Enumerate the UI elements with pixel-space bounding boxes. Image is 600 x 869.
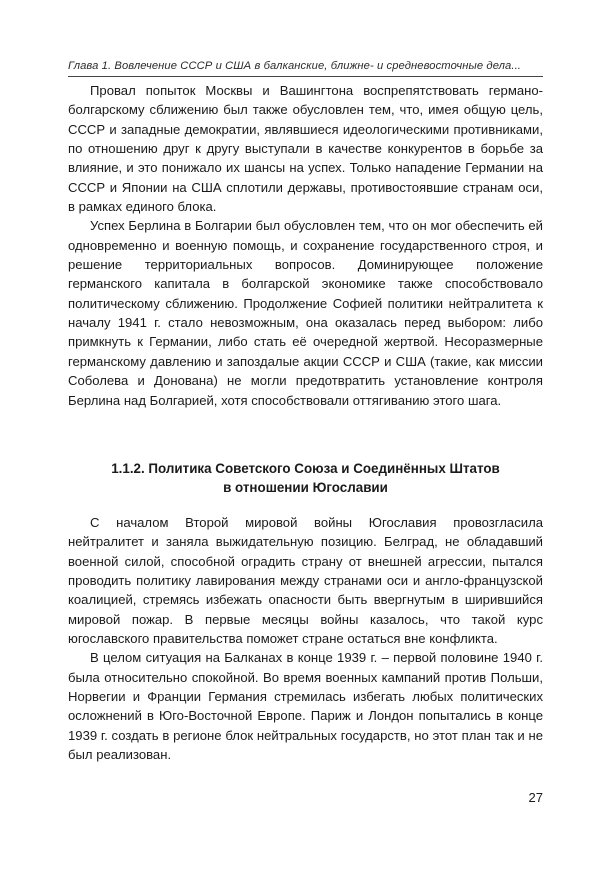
paragraph: Провал попыток Москвы и Вашингтона воспрепятствовать германо-болгарскому сближению был также обусловлен тем, что, имея общую цель, СССР и западные демократии, являвшиеся идеологическими противниками, по отношению друг к другу выступали в качестве конкурентов в борьбе за влияние, и это понижало их шансы на успех. Только нападение Германии на СССР и Японии на США сплотили державы, противостоявшие странам оси, в рамках единого блока. xyxy=(68,83,543,215)
text-block-upper xyxy=(68,81,543,410)
text-block-lower xyxy=(68,513,543,764)
section-heading-line-2: в отношении Югославии xyxy=(223,480,388,495)
page-number: 27 xyxy=(528,790,543,805)
paragraph: В целом ситуация на Балканах в конце 1939 г. – первой половине 1940 г. была относительно спокойной. Во время военных кампаний против Польши, Норвегии и Франции Германия стремилась избегать любых политических осложнений в Юго-Восточной Европе. Париж и Лондон попытались в конце 1939 г. создать в регионе блок нейтральных государств, но этот план так и не был реализован. xyxy=(68,650,543,763)
paragraph: Успех Берлина в Болгарии был обусловлен тем, что он мог обеспечить ей одновременно и военную помощь, и сохранение государственного строя, и решение территориальных вопросов. Доминирующее положение германского капитала в болгарской экономике также способствовало политическому сближению. Продолжение Софией политики нейтралитета к началу 1941 г. стало невозможным, она оказалась перед выбором: либо примкнуть к Германии, либо стать её очередной жертвой. Несоразмерные германскому давлению и запоздалые акции СССР и США (такие, как миссии Соболева и Донована) не могли предотвратить установление контроля Берлина над Болгарией, хотя способствовали оттягиванию этого шага. xyxy=(68,218,543,408)
running-header: Глава 1. Вовлечение СССР и США в балканские, ближне- и средневосточные дела... xyxy=(68,60,522,72)
header-rule xyxy=(68,76,543,77)
section-heading-line-1: 1.1.2. Политика Советского Союза и Соединённых Штатов xyxy=(111,461,500,476)
section-heading xyxy=(68,459,543,497)
paragraph: С началом Второй мировой войны Югославия провозгласила нейтралитет и заняла выжидательную позицию. Белград, не обладавший военной силой, способной оградить страну от внешней агрессии, пытался проводить политику лавирования между странами оси и англо-французской коалицией, стремясь избежать опасности быть ввергнутым в ширившийся мировой пожар. В первые месяцы войны казалось, что такой курс югославского правительства поможет стране остаться вне конфликта. xyxy=(68,515,543,647)
